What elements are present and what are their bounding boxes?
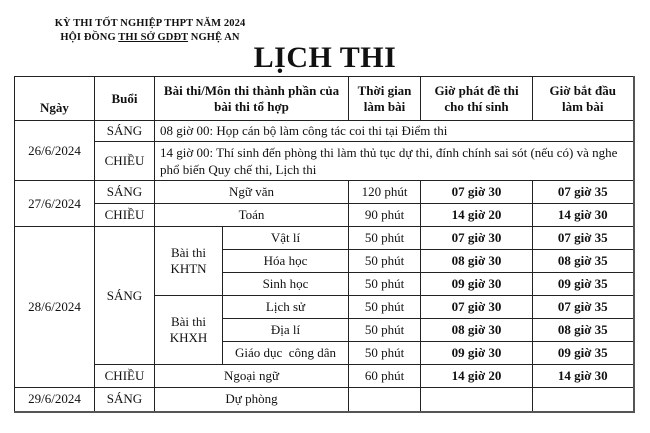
duration-cell: 60 phút [349, 365, 421, 388]
duration-cell: 50 phút [349, 250, 421, 273]
col-header-session: Buổi [95, 77, 155, 121]
duration-cell: 50 phút [349, 342, 421, 365]
duration-cell: 50 phút [349, 296, 421, 319]
col-header-distribute-time: Giờ phát đề thi cho thí sinh [421, 77, 533, 121]
subject-cell: Hóa học [223, 250, 349, 273]
subject-cell: Ngữ văn [155, 181, 349, 204]
start-time-cell [533, 388, 634, 412]
start-time-cell: 14 giờ 30 [533, 365, 634, 388]
subject-cell: Vật lí [223, 227, 349, 250]
start-time-cell: 09 giờ 35 [533, 342, 634, 365]
start-time-cell: 07 giờ 35 [533, 296, 634, 319]
session-cell: SÁNG [95, 227, 155, 365]
date-cell: 27/6/2024 [15, 181, 95, 227]
council-heading-post: NGHỆ AN [188, 32, 240, 43]
col-header-date: Ngày [15, 77, 95, 121]
distribute-time-cell: 07 giờ 30 [421, 181, 533, 204]
start-time-cell: 14 giờ 30 [533, 204, 634, 227]
distribute-time-cell: 08 giờ 30 [421, 319, 533, 342]
distribute-time-cell: 14 giờ 20 [421, 365, 533, 388]
subject-cell: Ngoại ngữ [155, 365, 349, 388]
table-row [15, 365, 634, 388]
date-cell: 29/6/2024 [15, 388, 95, 412]
start-time-cell: 08 giờ 35 [533, 319, 634, 342]
duration-cell: 50 phút [349, 273, 421, 296]
subject-cell: Lịch sử [223, 296, 349, 319]
distribute-time-cell: 07 giờ 30 [421, 296, 533, 319]
table-row [15, 388, 634, 412]
duration-cell [349, 388, 421, 412]
council-heading-pre: HỘI ĐỒNG [60, 32, 119, 43]
group-cell-khtn: Bài thi KHTN [155, 227, 223, 296]
col-header-start-time: Giờ bắt đầu làm bài [533, 77, 634, 121]
duration-cell: 120 phút [349, 181, 421, 204]
subject-cell: Địa lí [223, 319, 349, 342]
distribute-time-cell: 09 giờ 30 [421, 342, 533, 365]
session-cell: CHIỀU [95, 142, 155, 181]
subject-cell: Dự phòng [155, 388, 349, 412]
table-row [15, 181, 634, 204]
table-header-row [15, 77, 634, 121]
distribute-time-cell: 09 giờ 30 [421, 273, 533, 296]
table-row [15, 121, 634, 142]
distribute-time-cell [421, 388, 533, 412]
subject-cell: Sinh học [223, 273, 349, 296]
start-time-cell: 08 giờ 35 [533, 250, 634, 273]
exam-schedule-table [14, 76, 635, 413]
distribute-time-cell: 08 giờ 30 [421, 250, 533, 273]
distribute-time-cell: 14 giờ 20 [421, 204, 533, 227]
session-cell: CHIỀU [95, 204, 155, 227]
table-row [15, 227, 634, 250]
start-time-cell: 07 giờ 35 [533, 227, 634, 250]
duration-cell: 50 phút [349, 227, 421, 250]
council-heading-underlined: THI SỞ GDĐT [118, 32, 189, 43]
col-header-subject: Bài thi/Môn thi thành phần của bài thi tổ hợp [155, 77, 349, 121]
note-cell: 08 giờ 00: Họp cán bộ làm công tác coi thi tại Điểm thi [155, 121, 634, 142]
session-cell: CHIỀU [95, 365, 155, 388]
session-cell: SÁNG [95, 121, 155, 142]
session-cell: SÁNG [95, 388, 155, 412]
duration-cell: 90 phút [349, 204, 421, 227]
exam-name-heading: KỲ THI TỐT NGHIỆP THPT NĂM 2024 [54, 18, 246, 29]
date-cell: 26/6/2024 [15, 121, 95, 181]
table-row [15, 142, 634, 181]
session-cell: SÁNG [95, 181, 155, 204]
col-header-duration: Thời gian làm bài [349, 77, 421, 121]
table-row [15, 204, 634, 227]
start-time-cell: 07 giờ 35 [533, 181, 634, 204]
date-cell: 28/6/2024 [15, 227, 95, 388]
start-time-cell: 09 giờ 35 [533, 273, 634, 296]
page-title: LỊCH THI [253, 41, 397, 74]
note-cell: 14 giờ 00: Thí sinh đến phòng thi làm thủ tục dự thi, đính chính sai sót (nếu có) và nghe phổ biến Quy chế thi, Lịch thi [155, 142, 634, 181]
group-cell-khxh: Bài thi KHXH [155, 296, 223, 365]
duration-cell: 50 phút [349, 319, 421, 342]
subject-cell: Giáo dục công dân [223, 342, 349, 365]
distribute-time-cell: 07 giờ 30 [421, 227, 533, 250]
subject-cell: Toán [155, 204, 349, 227]
